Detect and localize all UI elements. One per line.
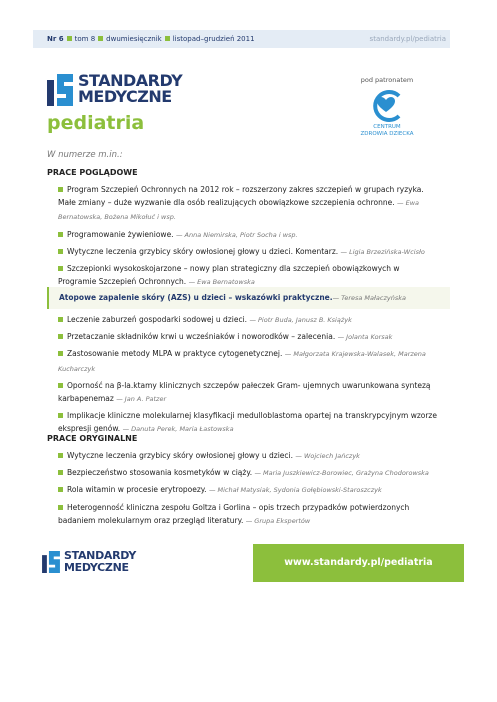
logo-mark-icon — [47, 74, 73, 106]
list-item — [58, 466, 440, 480]
footer-logo-text — [64, 550, 136, 573]
original-list — [58, 449, 440, 531]
list-item — [58, 262, 440, 289]
article-authors: — Michał Matysiak, Sydonia Gołębiowski-Staroszczyk — [208, 486, 382, 495]
bullet-square-icon — [58, 505, 63, 510]
article-title: Program Szczepień Ochronnych na 2012 rok – rozszerzony zakres szczepień w grupach ryzyka. Małe zmiany – duże wyzwanie dla osób realizujących obowiązkowe szczepienia ochronne. — [58, 185, 424, 208]
article-title: Zastosowanie metody MLPA w praktyce cytogenetycznej. — [67, 349, 283, 359]
review-list-a — [58, 183, 440, 292]
logo-line-2: MEDYCZNE — [78, 87, 172, 106]
article-title: Szczepionki wysokoskojarzone – nowy plan strategiczny dla szczepień obowiązkowych w Programie Szczepień Ochronnych. — [58, 264, 400, 287]
journal-url[interactable]: standardy.pl/pediatria — [369, 35, 446, 43]
article-authors: — Maria Juszkiewicz-Borowiec, Grażyna Chodorowska — [254, 469, 429, 478]
list-item — [58, 449, 440, 463]
article-authors: — Anna Niemirska, Piotr Socha i wsp. — [175, 230, 298, 239]
logo-line-1: STANDARDY — [78, 71, 183, 90]
volume: tom 8 — [74, 35, 96, 43]
bullet-square-icon — [58, 334, 63, 339]
bullet-square-icon — [58, 413, 63, 418]
article-authors: — Jan A. Patzer — [116, 395, 167, 404]
featured-article-authors: — Teresa Małaczyńska — [332, 294, 406, 302]
patron-name-line-2: ZDROWIA DZIECKA — [360, 131, 414, 137]
list-item — [58, 379, 440, 406]
bullet-square-icon — [58, 249, 63, 254]
issue-bar — [33, 30, 450, 48]
featured-article — [47, 287, 450, 309]
bullet-square-icon — [58, 487, 63, 492]
review-list-b — [58, 313, 440, 440]
journal-title: pediatria — [47, 112, 145, 134]
bullet-square-icon — [58, 232, 63, 237]
article-title: Przetaczanie składników krwi u wcześniaków i noworodków – zalecenia. — [67, 332, 336, 342]
section-heading-review: PRACE POGLĄDOWE — [47, 168, 138, 177]
list-item — [58, 330, 440, 344]
bullet-square-icon — [58, 470, 63, 475]
article-title: Bezpieczeństwo stosowania kosmetyków w ciąży. — [67, 468, 253, 478]
bullet-square-icon — [58, 317, 63, 322]
list-item — [58, 245, 440, 259]
article-title: Wytyczne leczenia grzybicy skóry owłosionej głowy u dzieci. — [67, 451, 294, 460]
list-item — [58, 409, 440, 436]
article-title: Implikacje kliniczne molekularnej klasyfikacji medulloblastoma opartej na transkrypcyjnym wzorze ekspresji genów. — [58, 411, 437, 434]
footer-logo-line-1: STANDARDY — [64, 549, 137, 562]
article-authors: — Danuta Perek, Maria Łastowska — [122, 425, 234, 434]
article-title: Oporność na β-la.ktamy klinicznych szczepów pałeczek Gram- ujemnych uwarunkowana syntezą karbapenemaz — [58, 380, 431, 404]
issue-info — [47, 30, 255, 48]
list-item — [58, 228, 440, 242]
issue-date: listopad–grudzień 2011 — [172, 35, 255, 43]
list-item — [58, 313, 440, 327]
patron-name-line-1: CENTRUM — [373, 124, 401, 130]
footer-logo-line-2: MEDYCZNE — [64, 560, 129, 574]
issue-number: Nr 6 — [47, 35, 64, 43]
article-title: Heterogenność kliniczna zespołu Goltza i Gorlina – opis trzech przypadków potwierdzonych badaniem molekularnym oraz przegląd literatury. — [58, 502, 410, 525]
article-title: Programowanie żywieniowe. — [67, 229, 174, 239]
article-authors: — Jolanta Korsak — [337, 333, 393, 342]
article-authors: — Ligia Brzezińska-Wcisło — [340, 247, 425, 256]
intro-text: W numerze m.in.: — [47, 150, 123, 160]
footer-logo — [42, 550, 162, 574]
list-item — [58, 347, 440, 375]
featured-article-title: Atopowe zapalenie skóry (AZS) u dzieci – wskazówki praktyczne. — [59, 293, 333, 302]
article-authors: — Piotr Buda, Janusz B. Książyk — [249, 316, 352, 324]
article-authors: — Ewa Bernatowska, Bożena Mikołuć i wsp. — [58, 199, 420, 222]
website-link[interactable]: www.standardy.pl/pediatria — [253, 544, 464, 582]
article-authors: — Ewa Bernatowska — [188, 278, 255, 287]
article-authors: — Małgorzata Krajewska-Walasek, Marzena Kucharczyk — [58, 350, 426, 373]
bullet-square-icon — [58, 383, 63, 388]
logo-text — [78, 73, 182, 105]
bullet-square-icon — [67, 36, 72, 41]
bullet-square-icon — [165, 36, 170, 41]
patron-block — [345, 76, 429, 138]
bullet-square-icon — [58, 351, 63, 356]
bullet-square-icon — [58, 453, 63, 458]
standardy-medyczne-logo — [47, 73, 217, 107]
heart-in-circle-icon — [369, 90, 405, 122]
section-heading-original: PRACE ORYGINALNE — [47, 434, 138, 443]
bullet-square-icon — [98, 36, 103, 41]
frequency: dwumiesięcznik — [106, 35, 162, 43]
article-title: Wytyczne leczenia grzybicy skóry owłosionej głowy u dzieci. Komentarz. — [67, 246, 339, 256]
list-item — [58, 483, 440, 497]
list-item — [58, 183, 440, 225]
article-authors: — Grupa Ekspertów — [245, 516, 311, 525]
bullet-square-icon — [58, 187, 63, 192]
logo-mark-icon — [42, 551, 60, 573]
bullet-square-icon — [58, 266, 63, 271]
patron-label: pod patronatem — [360, 76, 414, 84]
article-title: Leczenie zaburzeń gospodarki sodowej u dzieci. — [67, 315, 248, 324]
list-item — [58, 501, 440, 528]
article-title: Rola witamin w procesie erytropoezy. — [67, 485, 207, 495]
article-authors: — Wojciech Jańczyk — [295, 452, 360, 460]
